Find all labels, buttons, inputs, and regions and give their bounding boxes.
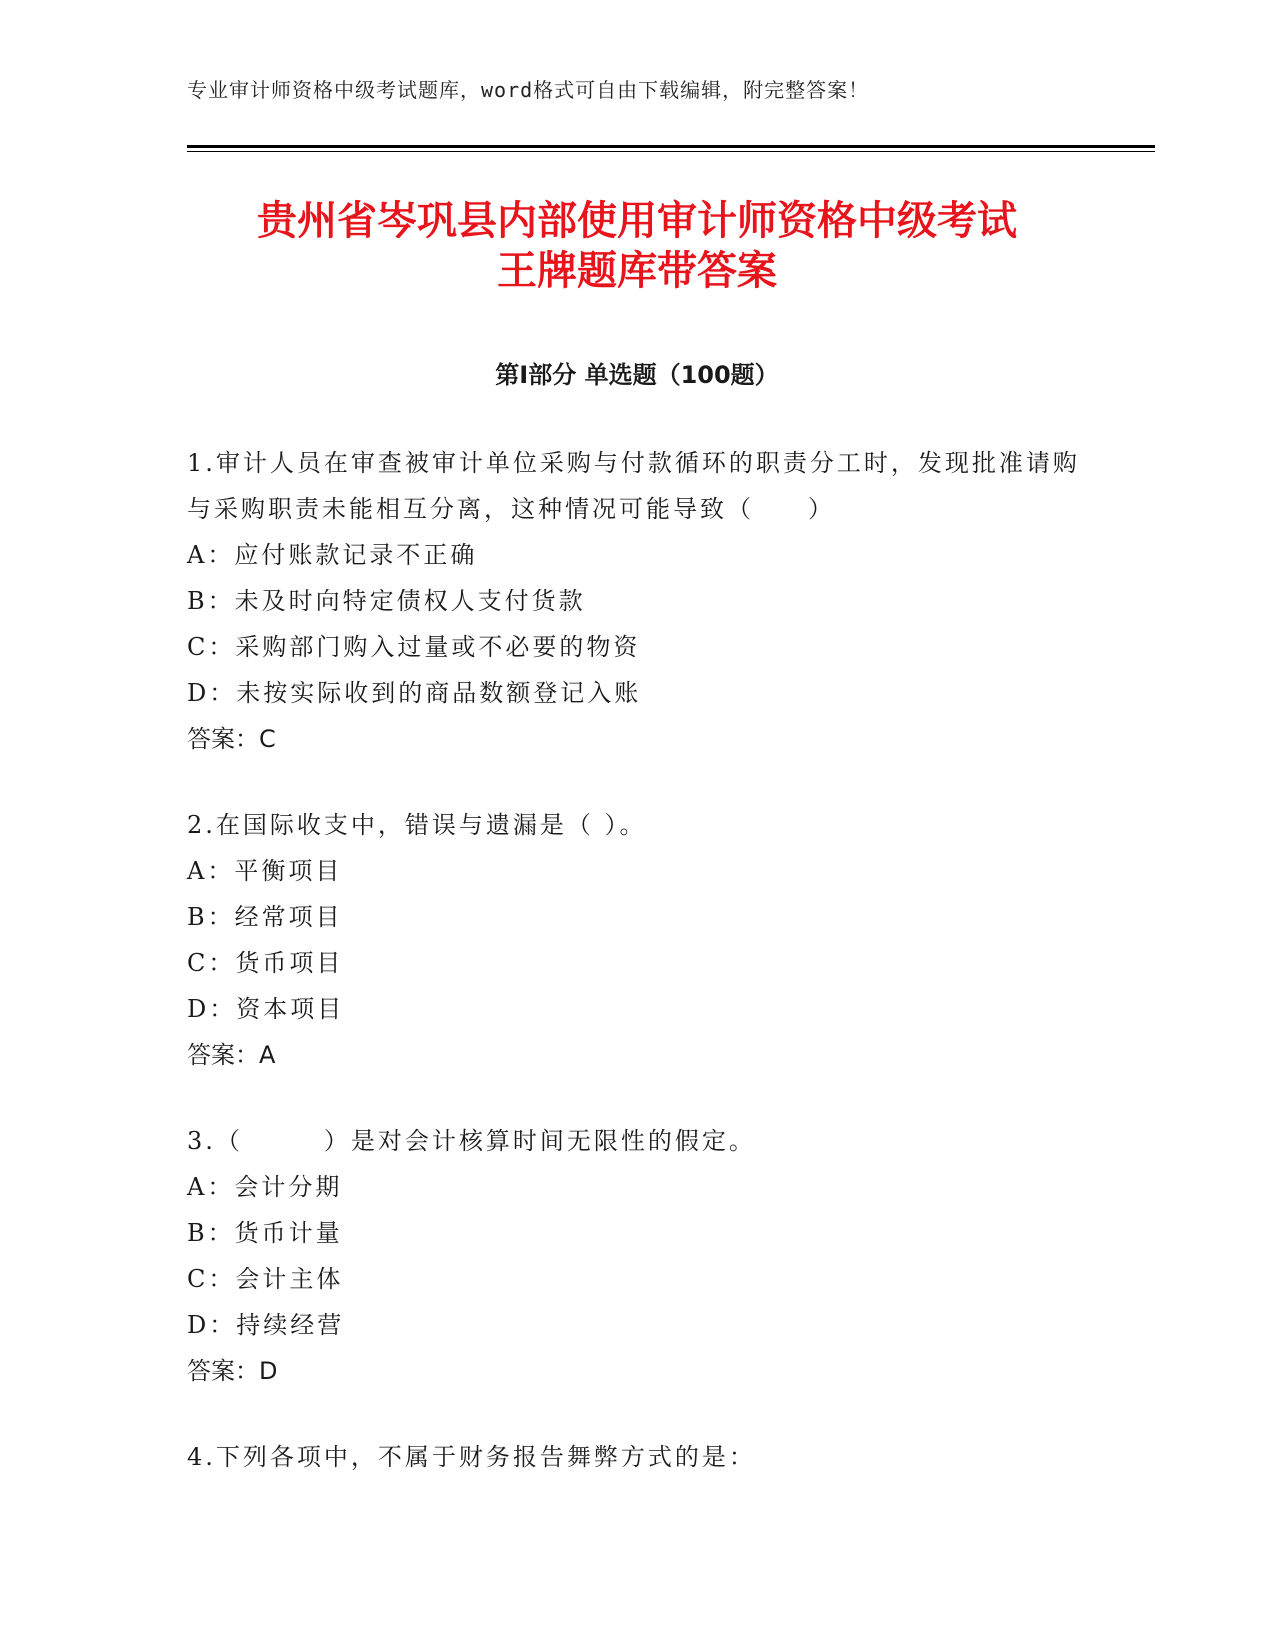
option-d: D：资本项目: [187, 995, 345, 1023]
option-b: B：货币计量: [187, 1219, 343, 1247]
question-list: [187, 440, 1087, 1520]
option-c: C：会计主体: [187, 1265, 344, 1293]
question-stem: 1.审计人员在审查被审计单位采购与付款循环的职责分工时，发现批准请购与采购职责未能相互分离，这种情况可能导致（ ）: [187, 449, 1080, 523]
header-note: 专业审计师资格中级考试题库，word格式可自由下载编辑，附完整答案！: [187, 78, 870, 102]
option-c: C：采购部门购入过量或不必要的物资: [187, 633, 641, 661]
header-rule-thin: [187, 151, 1155, 152]
option-a: A：应付账款记录不正确: [187, 541, 478, 569]
question-2: [187, 802, 1087, 1078]
question-4: [187, 1434, 1087, 1480]
section-heading: 第Ⅰ部分 单选题（100题）: [495, 361, 779, 389]
document-title: [187, 196, 1087, 296]
title-line-2: 王牌题库带答案: [497, 248, 777, 294]
option-d: D：未按实际收到的商品数额登记入账: [187, 679, 642, 707]
title-line-1: 贵州省岑巩县内部使用审计师资格中级考试: [257, 198, 1017, 244]
answer: 答案：D: [187, 1357, 278, 1385]
question-stem: 2.在国际收支中，错误与遗漏是（ ）。: [187, 811, 647, 839]
option-d: D：持续经营: [187, 1311, 345, 1339]
option-c: C：货币项目: [187, 949, 344, 977]
question-stem: 4.下列各项中，不属于财务报告舞弊方式的是：: [187, 1443, 756, 1471]
question-3: [187, 1118, 1087, 1394]
header-rule-thick: [187, 145, 1155, 148]
question-stem: 3.（ ）是对会计核算时间无限性的假定。: [187, 1127, 756, 1155]
option-a: A：会计分期: [187, 1173, 343, 1201]
answer: 答案：C: [187, 725, 276, 753]
option-b: B：经常项目: [187, 903, 343, 931]
answer: 答案：A: [187, 1041, 276, 1069]
option-a: A：平衡项目: [187, 857, 343, 885]
option-b: B：未及时向特定债权人支付货款: [187, 587, 586, 615]
question-1: [187, 440, 1087, 762]
